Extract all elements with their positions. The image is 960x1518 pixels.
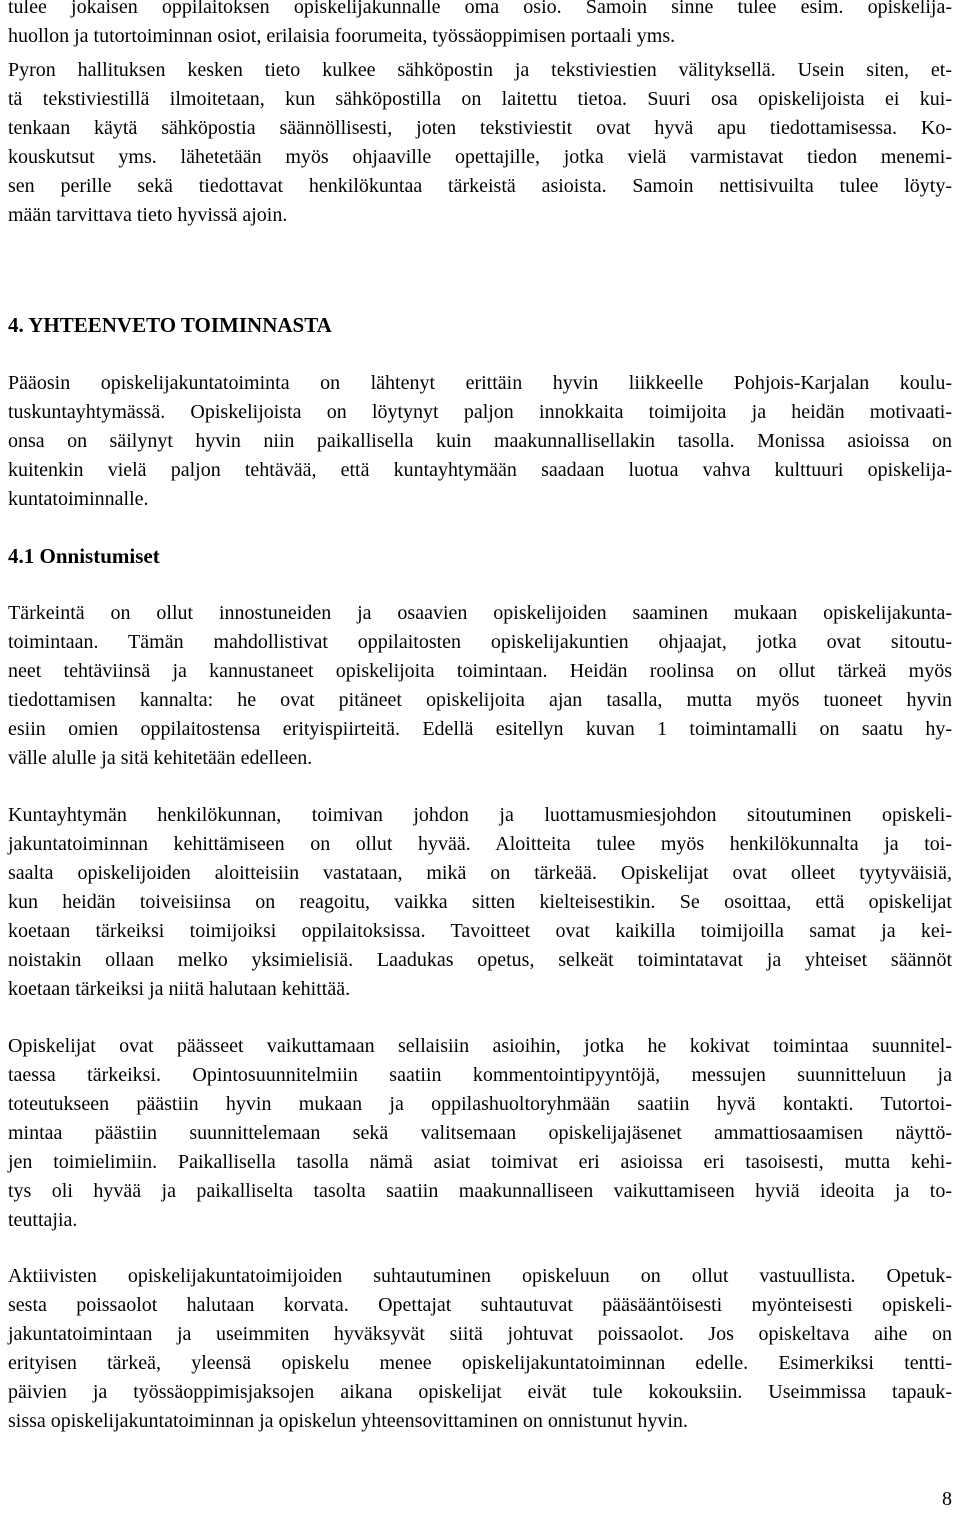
text-line: välle alulle ja sitä kehitetään edelleen. (8, 747, 313, 769)
text-line: päivien ja työssäoppimisjaksojen aikana opiskelijat eivät tule kokouksiin. Useimmissa tapauk- (8, 1381, 952, 1403)
text-line: toimintaan. Tämän mahdollistivat oppilaitosten opiskelijakuntien ohjaajat, jotka ovat sitoutu- (8, 631, 952, 653)
text-line: toteutukseen päästiin hyvin mukaan ja oppilashuoltoryhmään saatiin hyvä kontakti. Tutortoi- (8, 1093, 952, 1115)
text-line: teuttajia. (8, 1209, 78, 1231)
text-line: jen toimielimiin. Paikallisella tasolla nämä asiat toimivat eri asioissa eri tasoisesti, mutta kehi- (8, 1151, 952, 1173)
text-line: onsa on säilynyt hyvin niin paikallisella kuin maakunnallisellakin tasolla. Monissa asioissa on (8, 430, 952, 452)
text-line: mään tarvittava tieto hyvissä ajoin. (8, 204, 288, 226)
text-line: kun heidän toiveisiinsa on reagoitu, vaikka sitten kielteisestikin. Se osoittaa, että opiskelijat (8, 891, 952, 913)
page-number: 8 (942, 1488, 952, 1510)
text-line: kuitenkin vielä paljon tehtävää, että kuntayhtymään saadaan luotua vahva kulttuuri opiskelija- (8, 459, 952, 481)
text-line: saalta opiskelijoiden aloitteisiin vastataan, mikä on tärkeää. Opiskelijat ovat olleet tyytyväisiä, (8, 862, 952, 884)
text-line: mintaa päästiin suunnittelemaan sekä valitsemaan opiskelijajäsenet ammattiosaamisen näyttö- (8, 1122, 952, 1144)
text-line: tä tekstiviestillä ilmoitetaan, kun sähköpostilla on laitettu tietoa. Suuri osa opiskelijoista ei kui- (8, 88, 952, 110)
text-line: Pyron hallituksen kesken tieto kulkee sähköpostin ja tekstiviestien välityksellä. Usein siten, et- (8, 59, 952, 81)
text-line: neet tehtäviinsä ja kannustaneet opiskelijoita toimintaan. Heidän roolinsa on ollut tärkeä myös (8, 660, 952, 682)
text-line: huollon ja tutortoiminnan osiot, erilaisia foorumeita, työssäoppimisen portaali yms. (8, 25, 676, 47)
text-line: Kuntayhtymän henkilökunnan, toimivan johdon ja luottamusmiesjohdon sitoutuminen opiskeli- (8, 804, 952, 826)
text-line: Pääosin opiskelijakuntatoiminta on lähtenyt erittäin hyvin liikkeelle Pohjois-Karjalan koulu- (8, 372, 952, 394)
text-line: esiin omien oppilaitostensa erityispiirteitä. Edellä esitellyn kuvan 1 toimintamalli on saatu hy- (8, 718, 952, 740)
text-line: koetaan tärkeiksi toimijoiksi oppilaitoksissa. Tavoitteet ovat kaikilla toimijoilla samat ja kei- (8, 920, 952, 942)
text-line: tuskuntayhtymässä. Opiskelijoista on löytynyt paljon innokkaita toimijoita ja heidän motivaati- (8, 401, 952, 423)
text-line: kuntatoiminnalle. (8, 488, 149, 510)
subsection-heading: 4.1 Onnistumiset (8, 544, 160, 568)
text-line: erityisen tärkeä, yleensä opiskelu menee opiskelijakuntatoiminnan edelle. Esimerkiksi tentti- (8, 1352, 952, 1374)
text-line: jakuntatoiminnan kehittämiseen on ollut hyvää. Aloitteita tulee myös henkilökunnalta ja toi- (8, 833, 952, 855)
text-line: kouskutsut yms. lähetetään myös ohjaaville opettajille, jotka vielä varmistavat tiedon menemi- (8, 146, 952, 168)
section-heading: 4. YHTEENVETO TOIMINNASTA (8, 313, 332, 337)
text-line: tulee jokaisen oppilaitoksen opiskelijakunnalle oma osio. Samoin sinne tulee esim. opiskelija- (8, 0, 952, 18)
text-line: tys oli hyvää ja paikalliselta tasolta saatiin maakunnalliseen vaikuttamiseen hyviä ideoita ja to- (8, 1180, 952, 1202)
text-line: Opiskelijat ovat päässeet vaikuttamaan sellaisiin asioihin, jotka he kokivat toimintaa suunnitel- (8, 1035, 952, 1057)
text-line: Tärkeintä on ollut innostuneiden ja osaavien opiskelijoiden saaminen mukaan opiskelijakunta- (8, 602, 952, 624)
text-line: tiedottamisen kannalta: he ovat pitäneet opiskelijoita ajan tasalla, mutta myös tuoneet hyvin (8, 689, 952, 711)
text-line: sen perille sekä tiedottavat henkilökuntaa tärkeistä asioista. Samoin nettisivuilta tulee löyty- (8, 175, 952, 197)
text-line: jakuntatoimintaan ja useimmiten hyväksyvät siitä johtuvat poissaolot. Jos opiskeltava aihe on (8, 1323, 952, 1345)
text-line: Aktiivisten opiskelijakuntatoimijoiden suhtautuminen opiskeluun on ollut vastuullista. Opetuk- (8, 1265, 952, 1287)
text-line: sesta poissaolot halutaan korvata. Opettajat suhtautuvat pääsääntöisesti myönteisesti opiskeli- (8, 1294, 952, 1316)
text-line: tenkaan käytä sähköpostia säännöllisesti, joten tekstiviestit ovat hyvä apu tiedottamisessa. Ko- (8, 117, 952, 139)
text-line: taessa tärkeiksi. Opintosuunnitelmiin saatiin kommentointipyyntöjä, messujen suunnitteluun ja (8, 1064, 952, 1086)
text-line: koetaan tärkeiksi ja niitä halutaan kehittää. (8, 978, 351, 1000)
text-line: noistakin ollaan melko yksimielisiä. Laadukas opetus, selkeät toimintatavat ja yhteiset säännöt (8, 949, 952, 971)
text-line: sissa opiskelijakuntatoiminnan ja opiskelun yhteensovittaminen on onnistunut hyvin. (8, 1410, 688, 1432)
